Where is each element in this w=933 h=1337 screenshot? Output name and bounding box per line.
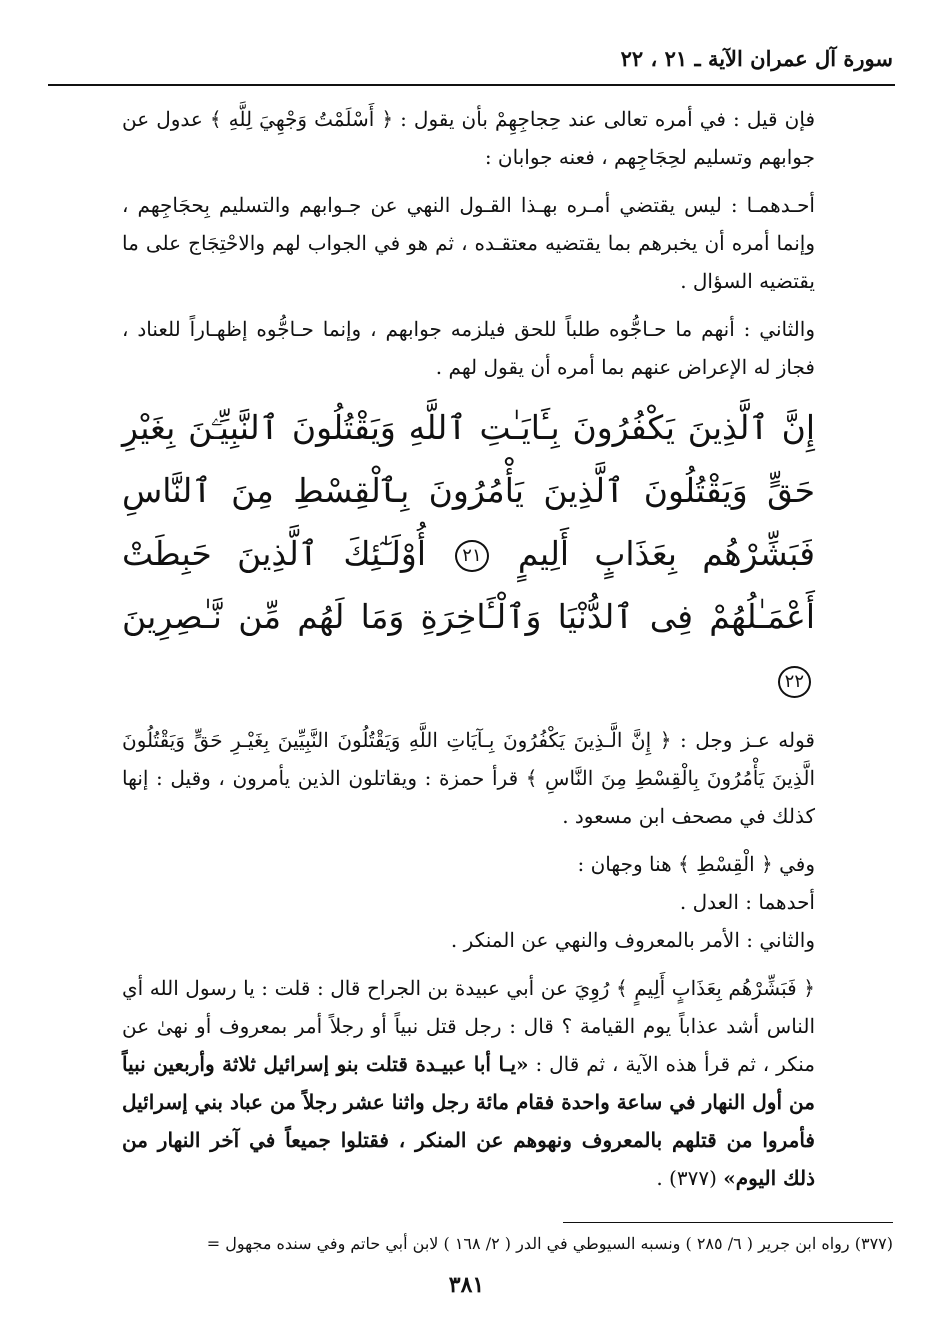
- paragraph-hadith: [122, 969, 815, 1197]
- footnote: (٣٧٧) رواه ابن جرير ( ٦/ ٢٨٥ ) ونسبه السيوطي في الدر ( ٢/ ١٦٨ ) لابن أبي حاتم وفي سنده مجهول =: [206, 1234, 893, 1253]
- hadith-intro: ﴿ فَبَشِّرْهُم بِعَذَابٍ أَلِيمٍ ﴾ رُوِيَ عن أبي عبيدة بن الجراح قال : قلت : يا رسول الله أي الناس أشد عذاباً يوم القيامة ؟ قال : رجل قتل نبياً أو رجلاً أمر بمعروف أو نهىٰ عن منكر ، ثم قرأ هذه الآية ، ثم قال :: [122, 976, 816, 1076]
- paragraph-second-answer: والثاني : أنهم ما حـاجُّوه طلباً للحق فيلزمه جوابهم ، وإنما حـاجُّوه إظهـاراً للعناد ، فجاز له الإعراض عنهم بما أمره أن يقول لهم .: [122, 317, 815, 379]
- header-rule: [48, 84, 895, 86]
- paragraph-first-answer: أحـدهمـا : ليس يقتضي أمـره بهـذا القـول النهي عن جـوابهم والتسليم بِحجَاجِهم ، وإنما أمره أن يخبرهم بما يقتضيه معتقـده ، ثم هو في الجواب لهم والاحْتِجَاج على ما يقتضيه السؤال .: [122, 193, 815, 293]
- quran-verse-21: إِنَّ ٱلَّذِينَ يَكْفُرُونَ بِـَٔايَـٰتِ ٱللَّهِ وَيَقْتُلُونَ ٱلنَّبِيِّـۧنَ بِغَيْرِ حَقٍّ وَيَقْتُلُونَ ٱلَّذِينَ يَأْمُرُونَ بِٱلْقِسْطِ مِنَ ٱلنَّاسِ فَبَشِّرْهُم بِعَذَابٍ أَلِيمٍ: [122, 408, 815, 573]
- paragraph-objection: فإن قيل : في أمره تعالى عند حِجاجِهِمْ بأن يقول : ﴿ أَسْلَمْتُ وَجْهِيَ لِلَّهِ ﴾ عدول عن جوابهم وتسليم لحِجَاجِهم ، فعنه جوابان :: [122, 107, 815, 169]
- footnote-rule: [563, 1222, 893, 1223]
- main-text: [122, 100, 815, 1207]
- footnote-reference: (٣٧٧) .: [656, 1166, 717, 1190]
- quran-verses: [122, 396, 815, 711]
- page-number: ٣٨١: [448, 1272, 485, 1298]
- paragraph-qist-second: والثاني : الأمر بالمعروف والنهي عن المنكر .: [450, 928, 815, 952]
- quran-verse-22: أُوْلَـٰٓئِكَ ٱلَّذِينَ حَبِطَتْ أَعْمَـٰلُهُمْ فِى ٱلدُّنْيَا وَٱلْـَٔاخِرَةِ وَمَا لَهُم مِّن نَّـٰصِرِينَ: [122, 534, 815, 636]
- ayah-number-21: ٢١: [455, 540, 488, 572]
- paragraph-qist-first: أحدهما : العدل .: [679, 890, 815, 914]
- running-head: سورة آل عمران الآية ـ ٢١ ، ٢٢: [620, 46, 893, 71]
- paragraph-commentary: قوله عـز وجل : ﴿ إِنَّ الَّـذِينَ يَكْفُرُونَ بِـآيَاتِ اللَّهِ وَيَقْتُلُونَ النَّبِيِّينَ بِغَيْـرِ حَقٍّ وَيَقْتُلُونَ الَّذِينَ يَأْمُرُونَ بِالْقِسْطِ مِنَ النَّاسِ ﴾ قرأ حمزة : ويقاتلون الذين يأمرون ، وقيل : إنها كذلك في مصحف ابن مسعود .: [122, 728, 816, 828]
- ayah-number-22: ٢٢: [778, 666, 811, 698]
- hadith-text: «يـا أبا عبيـدة قتلت بنو إسرائيل ثلاثة وأربعين نبياً من أول النهار في ساعة واحدة فقام مائة رجل واثنا عشر رجلاً من عباد بني إسرائيل فأمروا من قتلهم بالمعروف ونهوهم عن المنكر ، فقتلوا جميعاً في آخر النهار من ذلك اليوم»: [122, 1052, 815, 1190]
- paragraph-qist: وفي ﴿ الْقِسْطِ ﴾ هنا وجهان :: [577, 852, 815, 876]
